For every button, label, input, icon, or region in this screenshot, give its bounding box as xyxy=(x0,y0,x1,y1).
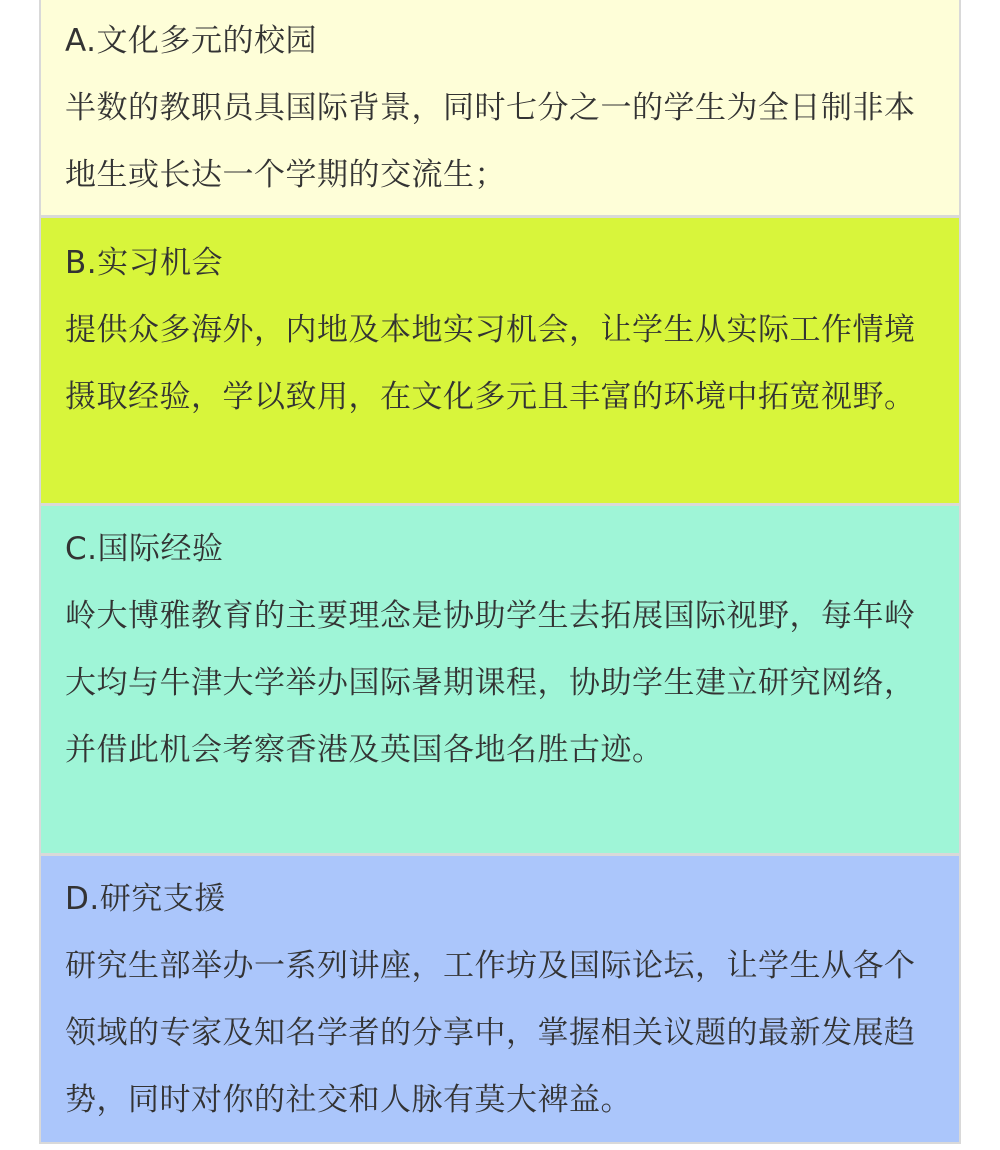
section-b-title: B.实习机会 xyxy=(65,245,224,281)
section-a-title: A.文化多元的校园 xyxy=(65,23,318,59)
section-c-title: C.国际经验 xyxy=(65,531,224,567)
section-c-body: 岭大博雅教育的主要理念是协助学生去拓展国际视野，每年岭大均与牛津大学举办国际暑期课程，协助学生建立研究网络，并借此机会考察香港及英国各地名胜古迹。 xyxy=(65,598,916,768)
section-d-body: 研究生部举办一系列讲座，工作坊及国际论坛，让学生从各个领域的专家及知名学者的分享中，掌握相关议题的最新发展趋势，同时对你的社交和人脉有莫大裨益。 xyxy=(65,948,916,1118)
section-d-title: D.研究支援 xyxy=(65,881,226,917)
info-table xyxy=(39,0,961,1144)
section-c xyxy=(41,506,959,856)
section-b-body: 提供众多海外，内地及本地实习机会，让学生从实际工作情境摄取经验，学以致用，在文化多元且丰富的环境中拓宽视野。 xyxy=(65,312,916,415)
section-a-body: 半数的教职员具国际背景，同时七分之一的学生为全日制非本地生或长达一个学期的交流生； xyxy=(65,90,916,193)
section-a xyxy=(41,0,959,218)
section-d xyxy=(41,856,959,1144)
section-b xyxy=(41,218,959,506)
